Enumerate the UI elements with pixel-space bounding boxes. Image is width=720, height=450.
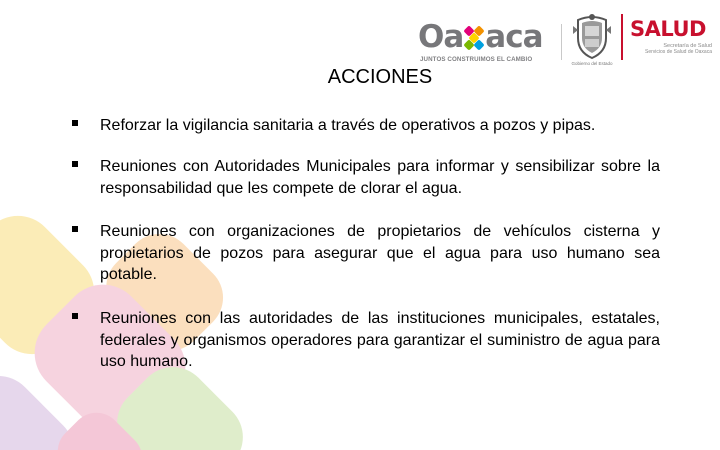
bullet-square-icon: [72, 226, 78, 232]
bullet-text: Reforzar la vigilancia sanitaria a través de operativos a pozos y pipas.: [100, 117, 596, 134]
oaxaca-logo: [414, 10, 554, 72]
bullet-square-icon: [72, 313, 78, 319]
logo-divider: [561, 24, 562, 60]
bullet-square-icon: [72, 161, 78, 167]
coat-of-arms-icon: [569, 12, 615, 62]
logo-divider-red: [621, 14, 623, 60]
bullet-text: Reuniones con las autoridades de las instituciones municipales, estatales, federales y organismos operadores para garantizar el suministro de agua para uso humano.: [100, 310, 660, 370]
salud-logo: [630, 18, 716, 55]
oaxaca-wordmark-part: Oa: [418, 19, 464, 55]
state-coat-of-arms: [569, 12, 615, 74]
page-title: ACCIONES: [327, 66, 433, 88]
bullet-square-icon: [72, 120, 78, 126]
oaxaca-x-icon: [463, 23, 485, 47]
salud-wordmark: SALUD: [630, 17, 706, 41]
bullet-text: Reuniones con organizaciones de propietarios de vehículos cisterna y propietarios de pozos para asegurar que el agua para uso humano sea potable.: [100, 223, 660, 283]
oaxaca-tagline: JUNTOS CONSTRUIMOS EL CAMBIO: [420, 56, 533, 63]
oaxaca-wordmark-part: aca: [485, 19, 543, 55]
coat-of-arms-caption: Gobierno del Estado: [571, 61, 613, 66]
header-logos: [414, 8, 714, 70]
salud-subtitle-2: Servicios de Salud de Oaxaca: [645, 49, 712, 55]
salud-subtitle: Secretaría de Salud: [663, 43, 712, 49]
bullet-text: Reuniones con Autoridades Municipales para informar y sensibilizar sobre la responsabilidad que les compete de clorar el agua.: [100, 158, 660, 197]
